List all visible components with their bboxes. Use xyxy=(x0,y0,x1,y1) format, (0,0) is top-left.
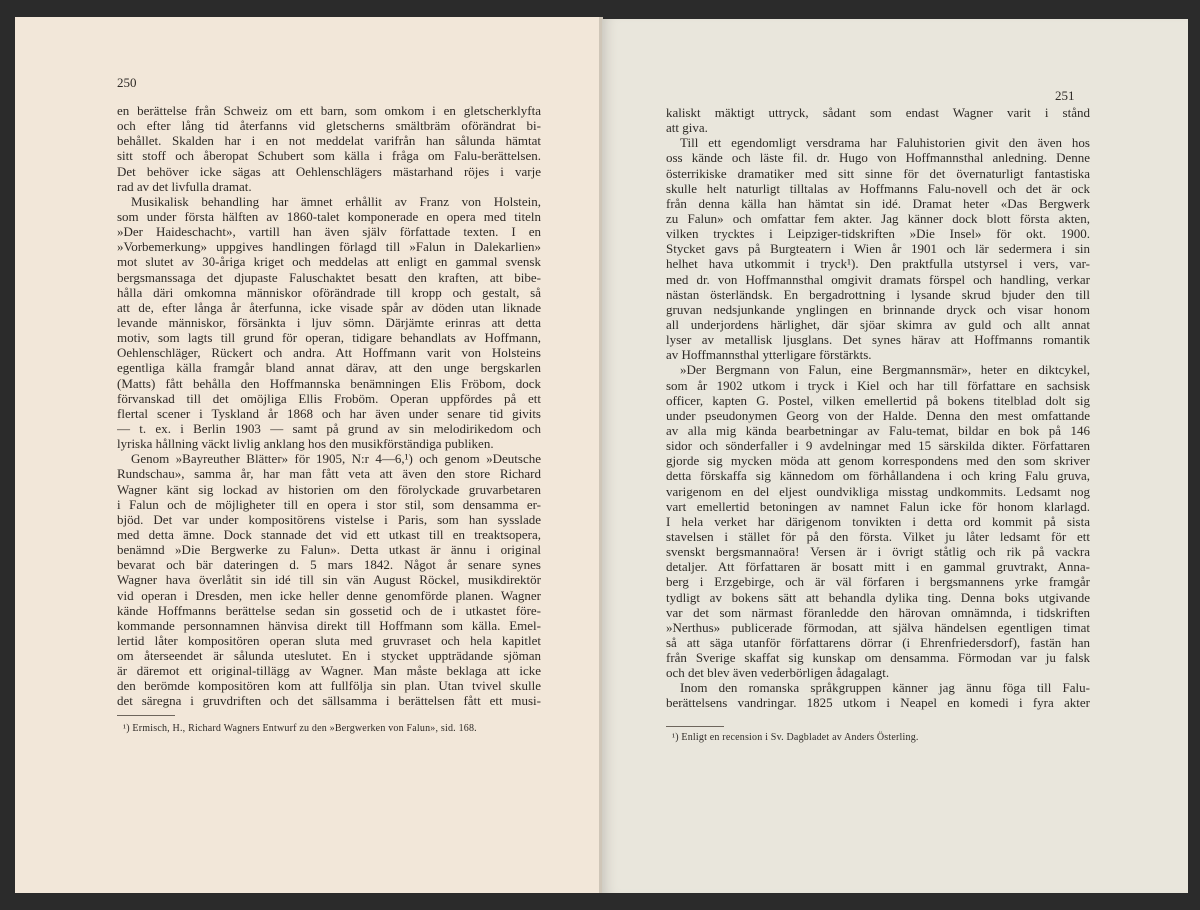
footnote: ¹) Ermisch, H., Richard Wagners Entwurf zu den »Bergwerken von Falun», sid. 168. xyxy=(123,723,477,734)
text-line: lyriska hållning väckt livlig anklang hos den musikförständiga publiken. xyxy=(117,436,494,452)
text-line: att giva. xyxy=(666,120,708,136)
text-line: från denna källa han hämtat sin idé. Dramat heter «Das Bergwerk xyxy=(666,195,1090,211)
text-line: »Der Bergmann von Falun, eine Bergmannsmär», heter en diktcykel, xyxy=(680,362,1090,378)
text-line: Musikalisk behandling har ämnet erhållit av Franz von Holstein, xyxy=(131,193,541,209)
text-line: och efter lång tid återfanns vid gletscherns smältbräm oförändrat bi- xyxy=(117,118,541,134)
text-line: och det blev även vederbörligen ådagalagt. xyxy=(666,665,890,681)
text-line: Oehlenschläger, Rückert och andra. Att Hoffmann varit von Holsteins xyxy=(117,345,541,361)
footnote: ¹) Enligt en recension i Sv. Dagbladet av Anders Österling. xyxy=(672,732,919,743)
text-line: med detta ämne. Dock stannade det vid ett utkast till en treaktsopera, xyxy=(117,526,541,542)
text-line: all underjordens härlighet, där sjöar skimra av guld och allt annat xyxy=(666,316,1090,332)
page-number: 250 xyxy=(117,75,137,90)
text-line: I hela verket har därigenom tonvikten i detta ord kommit på sista xyxy=(666,513,1090,529)
text-line: nästan österländsk. En bergadrottning i lysande skrud bjuder den till xyxy=(666,286,1090,302)
text-line: oss kände och läste fil. dr. Hugo von Hoffmannsthal anledning. Denne xyxy=(666,150,1090,166)
text-line: lertid låter kompositören operan sluta med gruvraset och hela kapitlet xyxy=(117,632,541,648)
text-line: hålla däri omkomna människor oförändrade till kropp och gestalt, så xyxy=(117,284,541,300)
text-line: Till ett egendomligt versdrama har Faluhistorien givit den även hos xyxy=(680,135,1090,151)
text-line: Inom den romanska språkgruppen känner jag ännu föga till Falu- xyxy=(680,680,1090,696)
text-line: mot slutet av 30-åriga kriget och meddelas att enligt en gammal svensk xyxy=(117,254,541,270)
text-line: levande människor, försänkta i ljuv sömn. Därjämte erinras att detta xyxy=(117,314,541,330)
text-line: av Hoffmannsthal ytterligare förstärkts. xyxy=(666,347,872,363)
text-line: »Vorbemerkung» uppgives handlingen förlagd till »Falun in Dalekarlien» xyxy=(117,239,541,255)
text-line: så att säga utanför författarens dörrar (i Ehrenfriedersdorf), fastän han xyxy=(666,634,1090,650)
text-line: stavelsen i stället för på den första. Vilket ju låter ledsamt för ett xyxy=(666,528,1090,544)
text-line: kaliskt mäktigt uttryck, sådant som endast Wagner varit i stånd xyxy=(666,105,1090,120)
text-line: motiv, som lagts till grund för operan, tidigare behandlats av Hoffmann, xyxy=(117,330,541,346)
text-line: Stycket gavs på Burgteatern i Wien år 1901 och lär sedermera i sin xyxy=(666,241,1090,257)
text-line: av alla mig kända bearbetningar av Falu-temat, bildar en bok på 146 xyxy=(666,422,1090,438)
text-line: som under första hälften av 1860-talet komponerade en opera med titeln xyxy=(117,208,541,224)
text-line: varigenom en del eljest oundvikliga misstag undkommits. Ledsamt nog xyxy=(666,483,1090,499)
text-line: bjöd. Det var under kompositörens vistelse i Paris, som han sysslade xyxy=(117,511,541,527)
text-line: (Matts) fått behålla den Hoffmannska benämningen Elis Fröbom, dock xyxy=(117,375,541,391)
text-line: detta förskaffa sig kännedom om förhållandena i och kring Falu gruva, xyxy=(666,468,1090,484)
text-line: »Der Haideschacht», vartill han även själv författade texten. I en xyxy=(117,224,541,240)
text-line: en berättelse från Schweiz om ett barn, som omkom i en gletscherklyfta xyxy=(117,103,541,118)
text-line: sidor och sönderfaller i 9 avdelningar med 15 särskilda dikter. Författaren xyxy=(666,438,1090,454)
text-line: bergsmanssaga det djupaste Faluschaktet besatt den kraften, att bibe- xyxy=(117,269,541,285)
text-line: sitt stoff och åberopat Schubert som källa i fråga om Falu-berättelsen. xyxy=(117,148,541,164)
text-line: var det som närmast föranledde den härovan omnämnda, i tidskriften xyxy=(666,604,1090,620)
text-line: gjorde sig mycken möda att genom korrespondens med den som skriver xyxy=(666,453,1090,469)
footnote-rule xyxy=(117,715,175,716)
text-line: gruvan nedsjunkande ynglingen en brinnande dryck och visar honom xyxy=(666,301,1090,317)
text-line: Det behöver icke sägas att Oehlenschlägers mästarhand röjes i varje xyxy=(117,163,541,179)
text-line: berg i Erzgebirge, och är väl förfaren i bergsmannens yrke framgår xyxy=(666,574,1090,590)
text-line: Rundschau», samma år, har man fått veta att även den store Richard xyxy=(117,466,541,482)
text-line: zu Falun» och omfattar fem akter. Jag känner dock blott första akten, xyxy=(666,210,1090,226)
text-line: tydligt av bokens sätt att behandla dylika ting. Denna boks utgivande xyxy=(666,589,1090,605)
text-line: — t. ex. i Berlin 1903 — samt på grund av sin melodirikedom och xyxy=(117,420,541,436)
text-line: om återseendet är sålunda uteslutet. En i stycket uppträdande sjöman xyxy=(117,648,541,664)
text-line: officer, kapten G. Postel, vilken emellertid på bokens titelblad dolt sig xyxy=(666,392,1090,408)
text-line: rad av det livfulla dramat. xyxy=(117,178,252,194)
text-line: Wagner hava överlåtit sin idé till sin vän August Röckel, musikdirektör xyxy=(117,572,541,588)
text-line: Wagner känt sig lockad av historien om den förolyckade gruvarbetaren xyxy=(117,481,541,497)
text-line: förvanskad till det omöjliga Ellis Froböm. Operan uppfördes på ett xyxy=(117,390,541,406)
text-line: detaljer. Att författaren är bosatt mitt i en gammal gruvtrakt, Anna- xyxy=(666,559,1090,575)
text-line: skulle helt naturligt tilltalas av Hoffmanns Falu-novell och det är ock xyxy=(666,180,1090,196)
text-line: med dr. von Hoffmannsthal omgivit dramats förspel och handling, verkar xyxy=(666,271,1090,287)
text-line: berättelsens vandringar. 1825 utkom i Neapel en komedi i fyra akter xyxy=(666,695,1090,711)
text-line: bevarat och bär dateringen d. 5 mars 1842. Något år senare synes xyxy=(117,557,541,573)
text-line: vilken trycktes i Leipziger-tidskriften »Die Insel» för okt. 1900. xyxy=(666,226,1090,242)
text-line: vart emellertid betoningen av namnet Falun icke för honom klarlagd. xyxy=(666,498,1090,514)
text-line: österrikiske dramatiker med sitt sinne för det övernaturligt fantastiska xyxy=(666,165,1090,181)
body-text xyxy=(666,105,1090,711)
text-line: behållet. Skalden har i en not meddelat varifrån han sålunda hämtat xyxy=(117,133,541,149)
text-line: helhet hava utkommit i tryck¹). Den praktfulla utstyrsel i vers, var- xyxy=(666,256,1090,272)
footnote-rule xyxy=(666,726,724,727)
text-line: under pseudonymen Georg von der Halde. Denna den mest omfattande xyxy=(666,407,1090,423)
text-line: att de, efter långa år återfunna, icke visade spår av döden utan liknade xyxy=(117,299,541,315)
right-page xyxy=(602,19,1188,893)
text-line: Genom »Bayreuther Blätter» för 1905, N:r 4—6,¹) och genom »Deutsche xyxy=(131,451,541,467)
body-text xyxy=(117,103,541,709)
text-line: den berömde kompositören kom att fullfölja sin plan. Utan tvivel skulle xyxy=(117,678,541,694)
text-line: egentliga källa framgår bland annat därav, att den unge bergskarlen xyxy=(117,360,541,376)
left-page xyxy=(15,17,601,893)
text-line: vid operan i Dresden, men icke heller denne genomförde planen. Wagner xyxy=(117,587,541,603)
text-line: »Nerthus» publicerade förmodan, att själva händelsen egentligen timat xyxy=(666,619,1090,635)
text-line: kände Hoffmanns berättelse sedan sin gossetid och de i utkastet före- xyxy=(117,602,541,618)
text-line: lyser av metallisk ljusglans. Det synes härav att Hoffmanns romantik xyxy=(666,332,1090,348)
text-line: kommande personnamnen hänvisa direkt till Hoffmann som källa. Emel- xyxy=(117,617,541,633)
text-line: benämnd »Die Bergwerke zu Falun». Detta utkast är ännu i original xyxy=(117,542,541,558)
text-line: svenskt bergsmannaöra! Versen är i övrigt ståtlig och rik på vackra xyxy=(666,544,1090,560)
text-line: i Falun och de möjligheter till en opera i stor stil, som densamma er- xyxy=(117,496,541,512)
text-line: det säregna i gruvdriften och det sällsamma i berättelsen fått ett musi- xyxy=(117,693,541,709)
text-line: från Sverige skaffat sig kunskap om densamma. Förmodan var ju falsk xyxy=(666,650,1090,666)
text-line: som år 1902 utkom i tryck i Kiel och har till författare en sachsisk xyxy=(666,377,1090,393)
page-number: 251 xyxy=(1055,88,1075,103)
text-line: flertal scener i Tyskland år 1868 och har även under senare tid givits xyxy=(117,405,541,421)
text-line: är däremot ett original-tillägg av Wagner. Man måste beklaga att icke xyxy=(117,663,541,679)
